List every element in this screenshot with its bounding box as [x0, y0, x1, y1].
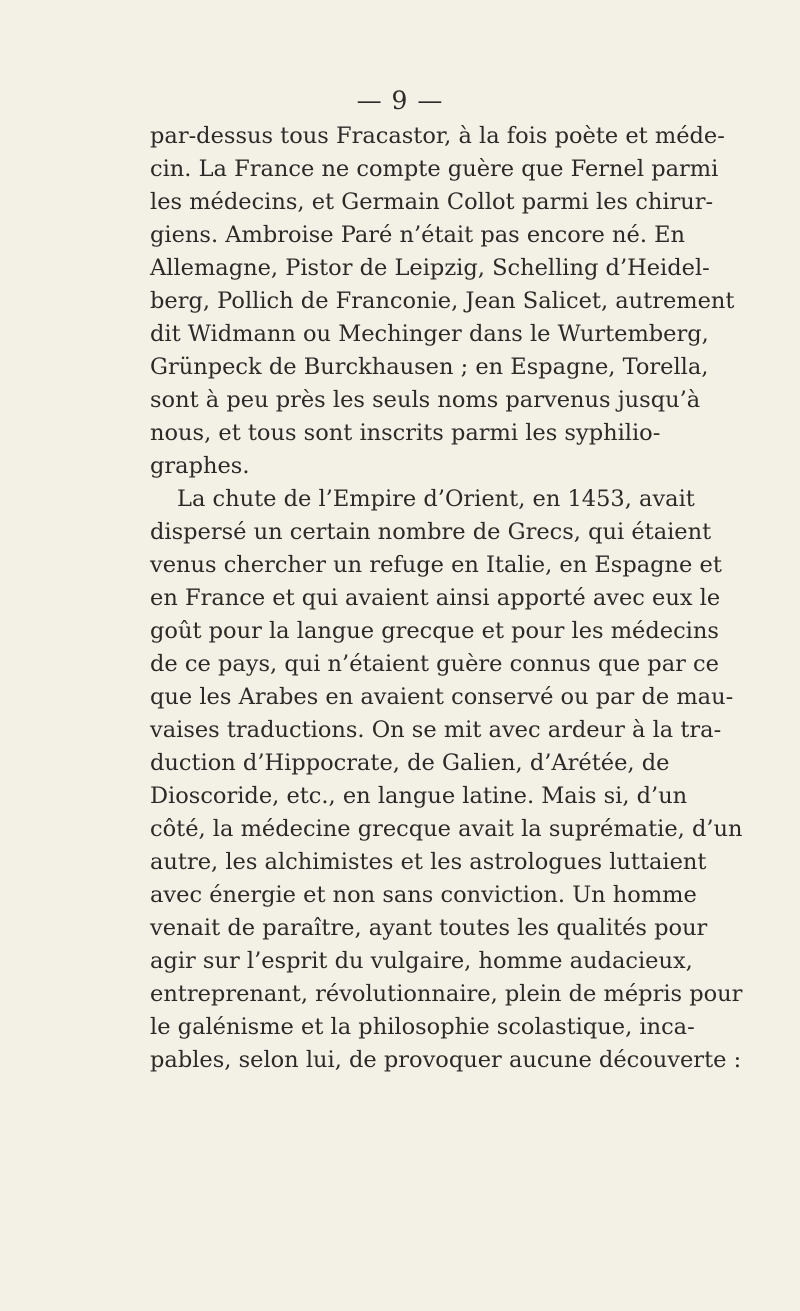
text-line: sont à peu près les seuls noms parvenus jusqu’à	[150, 387, 701, 413]
text-line: venus chercher un refuge en Italie, en Espagne et	[150, 552, 722, 578]
text-line: autre, les alchimistes et les astrologues luttaient	[150, 849, 707, 875]
text-line: de ce pays, qui n’étaient guère connus que par ce	[150, 651, 719, 677]
text-line: goût pour la langue grecque et pour les médecins	[150, 618, 719, 644]
text-line: berg, Pollich de Franconie, Jean Salicet, autrement	[150, 288, 735, 314]
text-line: La chute de l’Empire d’Orient, en 1453, avait	[177, 486, 695, 512]
body-text	[150, 120, 743, 1077]
text-line: Grünpeck de Burckhausen ; en Espagne, Torella,	[150, 354, 709, 380]
text-line: dit Widmann ou Mechinger dans le Wurtemberg,	[150, 321, 709, 347]
text-line: en France et qui avaient ainsi apporté avec eux le	[150, 585, 721, 611]
text-line: duction d’Hippocrate, de Galien, d’Arétée, de	[150, 750, 670, 776]
text-line: giens. Ambroise Paré n’était pas encore né. En	[150, 222, 686, 248]
text-line: graphes.	[150, 453, 250, 479]
page-number: — 9 —	[356, 86, 444, 115]
text-line: pables, selon lui, de provoquer aucune découverte :	[150, 1047, 742, 1073]
text-line: par-dessus tous Fracastor, à la fois poète et méde-	[150, 123, 725, 149]
text-line: venait de paraître, ayant toutes les qualités pour	[150, 915, 708, 941]
text-line: les médecins, et Germain Collot parmi les chirur-	[150, 189, 714, 215]
text-line: le galénisme et la philosophie scolastique, inca-	[150, 1014, 695, 1040]
text-line: Dioscoride, etc., en langue latine. Mais si, d’un	[150, 783, 688, 809]
text-line: cin. La France ne compte guère que Fernel parmi	[150, 156, 719, 182]
text-line: nous, et tous sont inscrits parmi les syphilio-	[150, 420, 661, 446]
text-line: Allemagne, Pistor de Leipzig, Schelling d’Heidel-	[150, 255, 710, 281]
text-line: que les Arabes en avaient conservé ou par de mau-	[150, 684, 734, 710]
text-line: vaises traductions. On se mit avec ardeur à la tra-	[150, 717, 722, 743]
text-line: avec énergie et non sans conviction. Un homme	[150, 882, 697, 908]
text-line: entreprenant, révolutionnaire, plein de mépris pour	[150, 981, 743, 1007]
text-line: côté, la médecine grecque avait la suprématie, d’un	[150, 816, 743, 842]
text-line: dispersé un certain nombre de Grecs, qui étaient	[150, 519, 712, 545]
text-line: agir sur l’esprit du vulgaire, homme audacieux,	[150, 948, 693, 974]
